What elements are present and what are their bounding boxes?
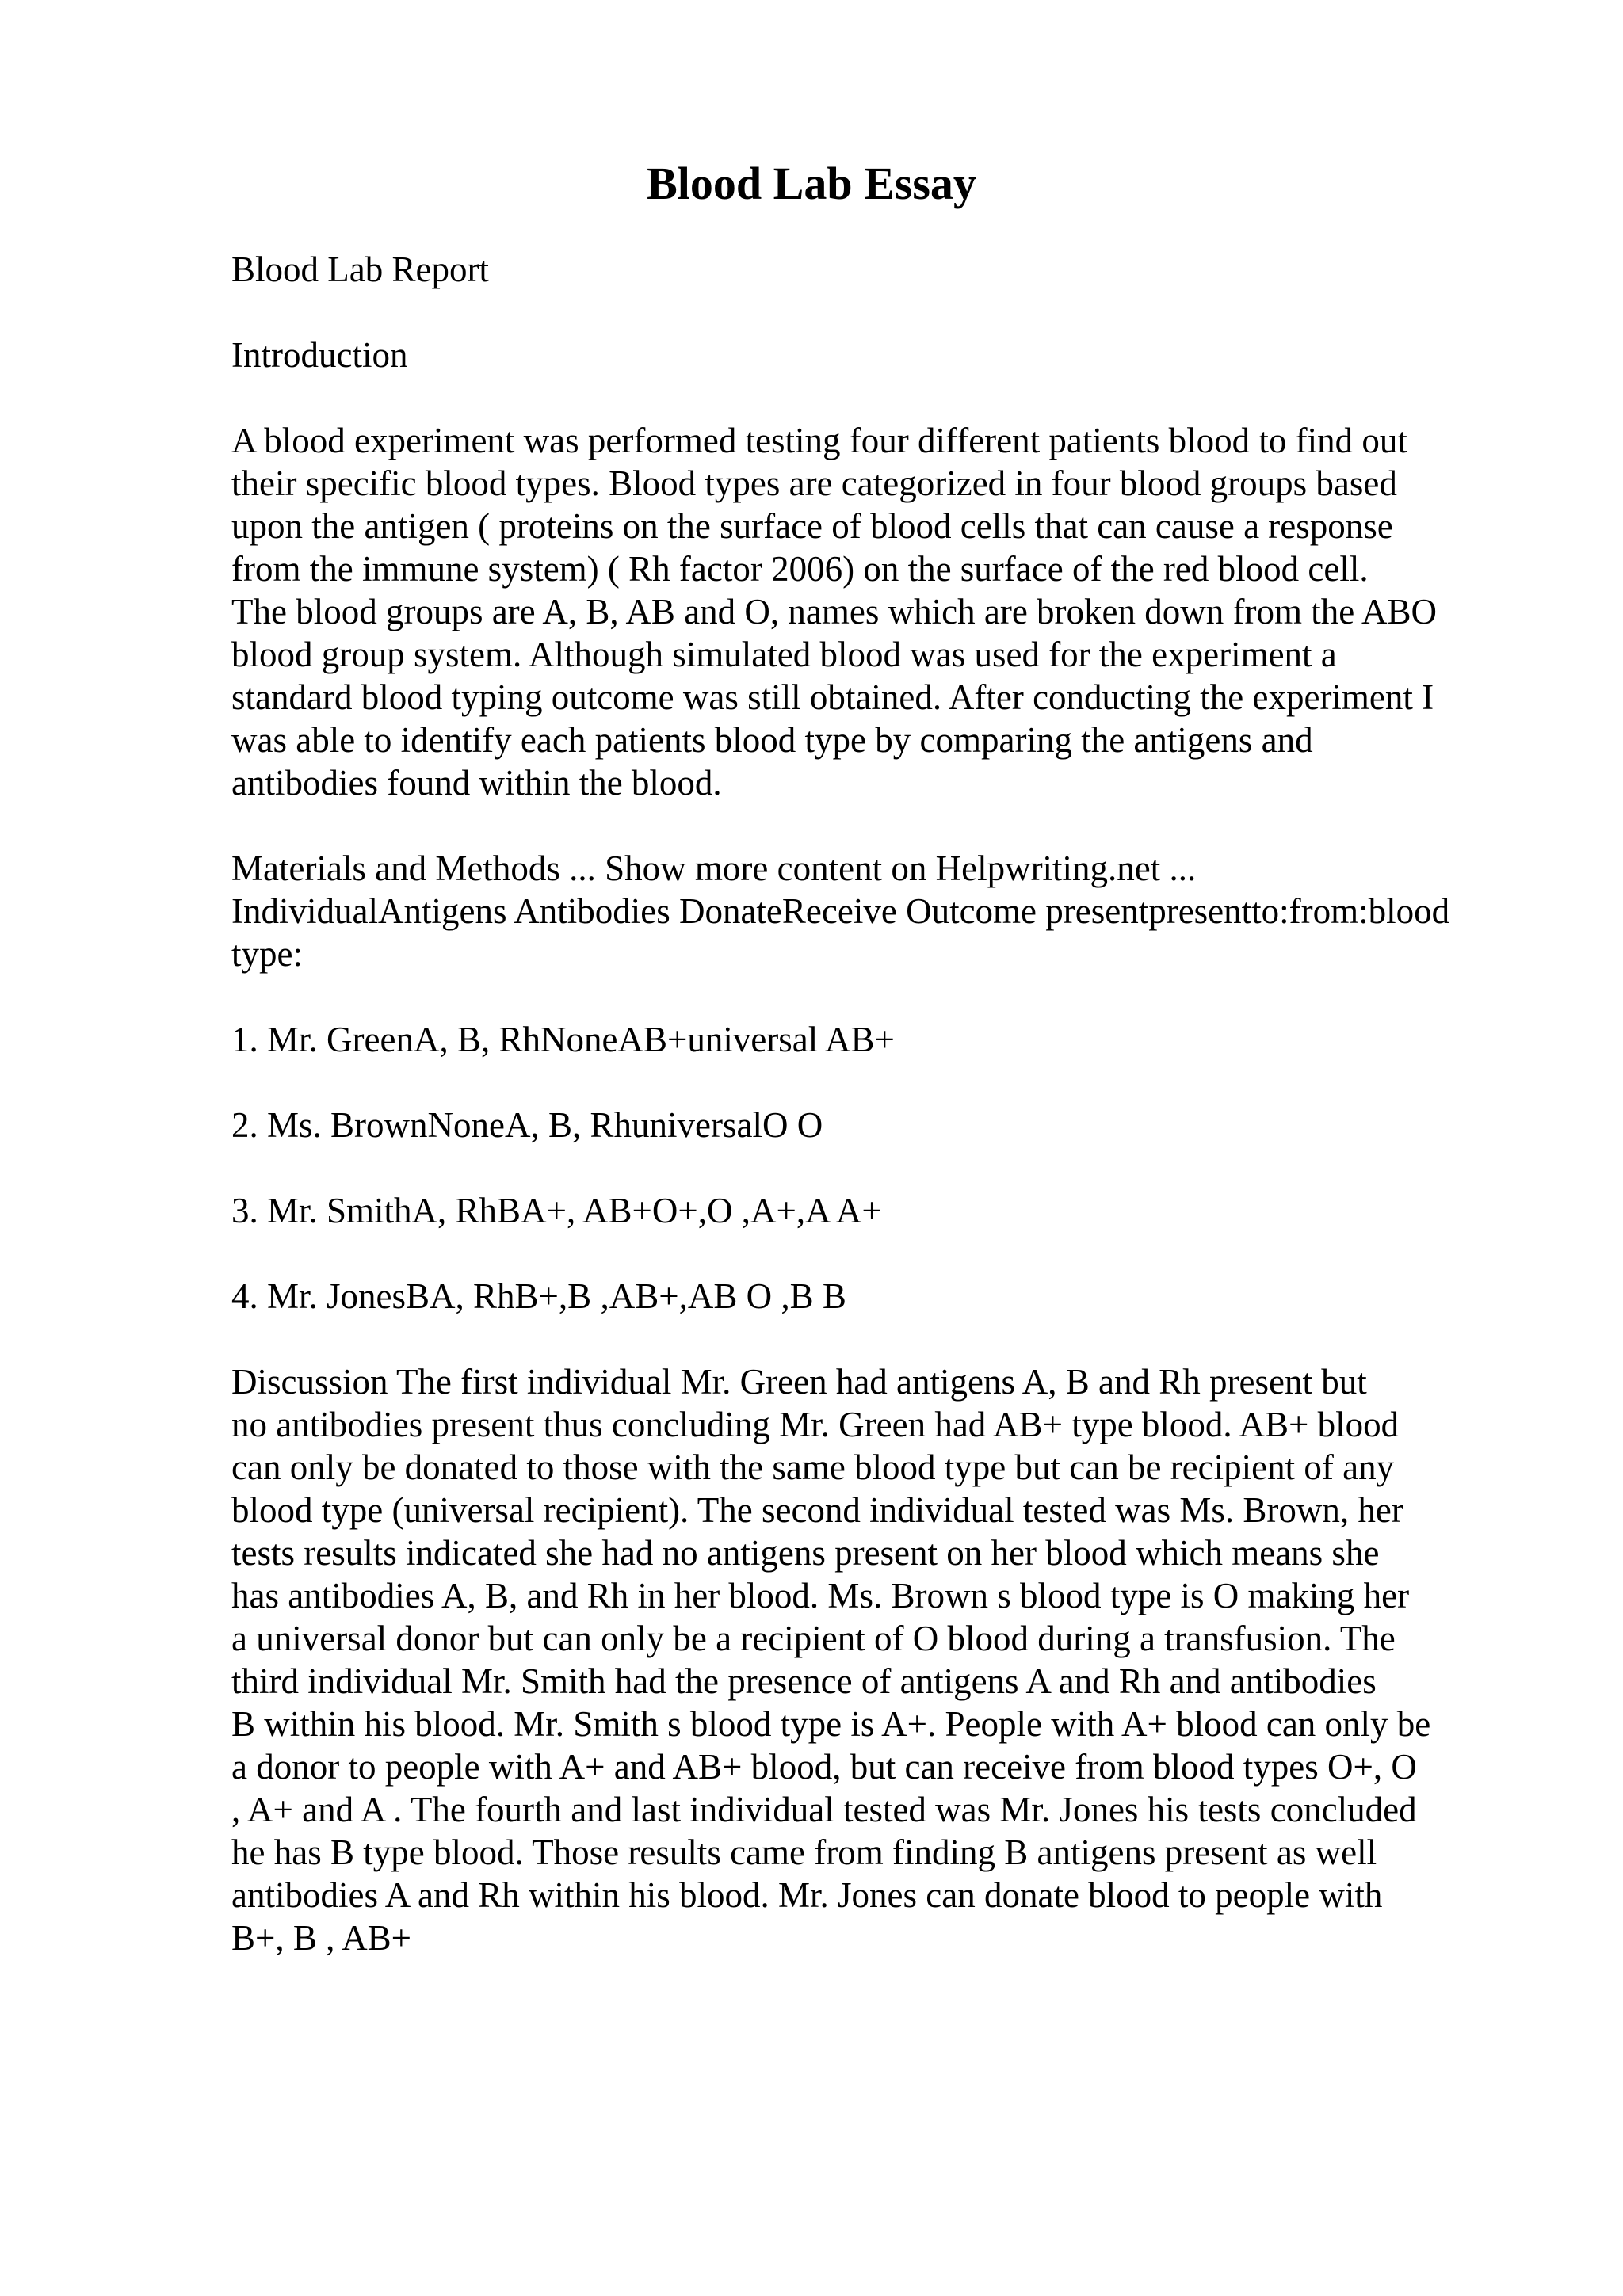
paragraph-line: a universal donor but can only be a recipient of O blood during a transfusion. The	[231, 1619, 1396, 1658]
report-subtitle: Blood Lab Report	[231, 250, 489, 289]
paragraph-line: from the immune system) ( Rh factor 2006) on the surface of the red blood cell.	[231, 549, 1369, 589]
paragraph-line: upon the antigen ( proteins on the surface of blood cells that can cause a response	[231, 506, 1393, 546]
results-item: 4. Mr. JonesBA, RhB+,B ,AB+,AB O ,B B	[231, 1276, 846, 1316]
paragraph-line: type:	[231, 934, 303, 974]
section-heading-introduction: Introduction	[231, 335, 408, 375]
paragraph-line: has antibodies A, B, and Rh in her blood. Ms. Brown s blood type is O making her	[231, 1576, 1410, 1615]
paragraph-line: their specific blood types. Blood types are categorized in four blood groups based	[231, 463, 1397, 503]
results-item: 3. Mr. SmithA, RhBA+, AB+O+,O ,A+,A A+	[231, 1191, 882, 1230]
paragraph-line: was able to identify each patients blood type by comparing the antigens and	[231, 720, 1313, 760]
paragraph-line: IndividualAntigens Antibodies DonateReceive Outcome presentpresentto:from:blood	[231, 891, 1450, 931]
paragraph-line: Discussion The first individual Mr. Green had antigens A, B and Rh present but	[231, 1362, 1367, 1402]
paragraph-line: a donor to people with A+ and AB+ blood, but can receive from blood types O+, O	[231, 1747, 1417, 1787]
paragraph-line: blood type (universal recipient). The second individual tested was Ms. Brown, her	[231, 1490, 1403, 1530]
paragraph-line: antibodies found within the blood.	[231, 763, 722, 803]
paragraph-line: third individual Mr. Smith had the presence of antigens A and Rh and antibodies	[231, 1661, 1377, 1701]
paragraph-line: blood group system. Although simulated blood was used for the experiment a	[231, 635, 1337, 674]
paragraph-line: can only be donated to those with the same blood type but can be recipient of any	[231, 1447, 1395, 1487]
document-title: Blood Lab Essay	[647, 158, 976, 209]
paragraph-line: tests results indicated she had no antigens present on her blood which means she	[231, 1533, 1380, 1573]
paragraph-line: B within his blood. Mr. Smith s blood type is A+. People with A+ blood can only be	[231, 1704, 1431, 1744]
paragraph-line: Materials and Methods ... Show more content on Helpwriting.net ...	[231, 849, 1197, 888]
paragraph-line: The blood groups are A, B, AB and O, names which are broken down from the ABO	[231, 592, 1437, 631]
paragraph-line: A blood experiment was performed testing four different patients blood to find out	[231, 421, 1407, 460]
paragraph-line: B+, B , AB+	[231, 1918, 412, 1958]
paragraph-line: , A+ and A . The fourth and last individual tested was Mr. Jones his tests concluded	[231, 1790, 1417, 1829]
results-item: 1. Mr. GreenA, B, RhNoneAB+universal AB+	[231, 1020, 895, 1059]
paragraph-line: antibodies A and Rh within his blood. Mr. Jones can donate blood to people with	[231, 1875, 1383, 1915]
paragraph-line: he has B type blood. Those results came from finding B antigens present as well	[231, 1833, 1377, 1872]
paragraph-line: standard blood typing outcome was still obtained. After conducting the experiment I	[231, 677, 1434, 717]
paragraph-line: no antibodies present thus concluding Mr. Green had AB+ type blood. AB+ blood	[231, 1405, 1400, 1444]
results-item: 2. Ms. BrownNoneA, B, RhuniversalO O	[231, 1105, 823, 1145]
